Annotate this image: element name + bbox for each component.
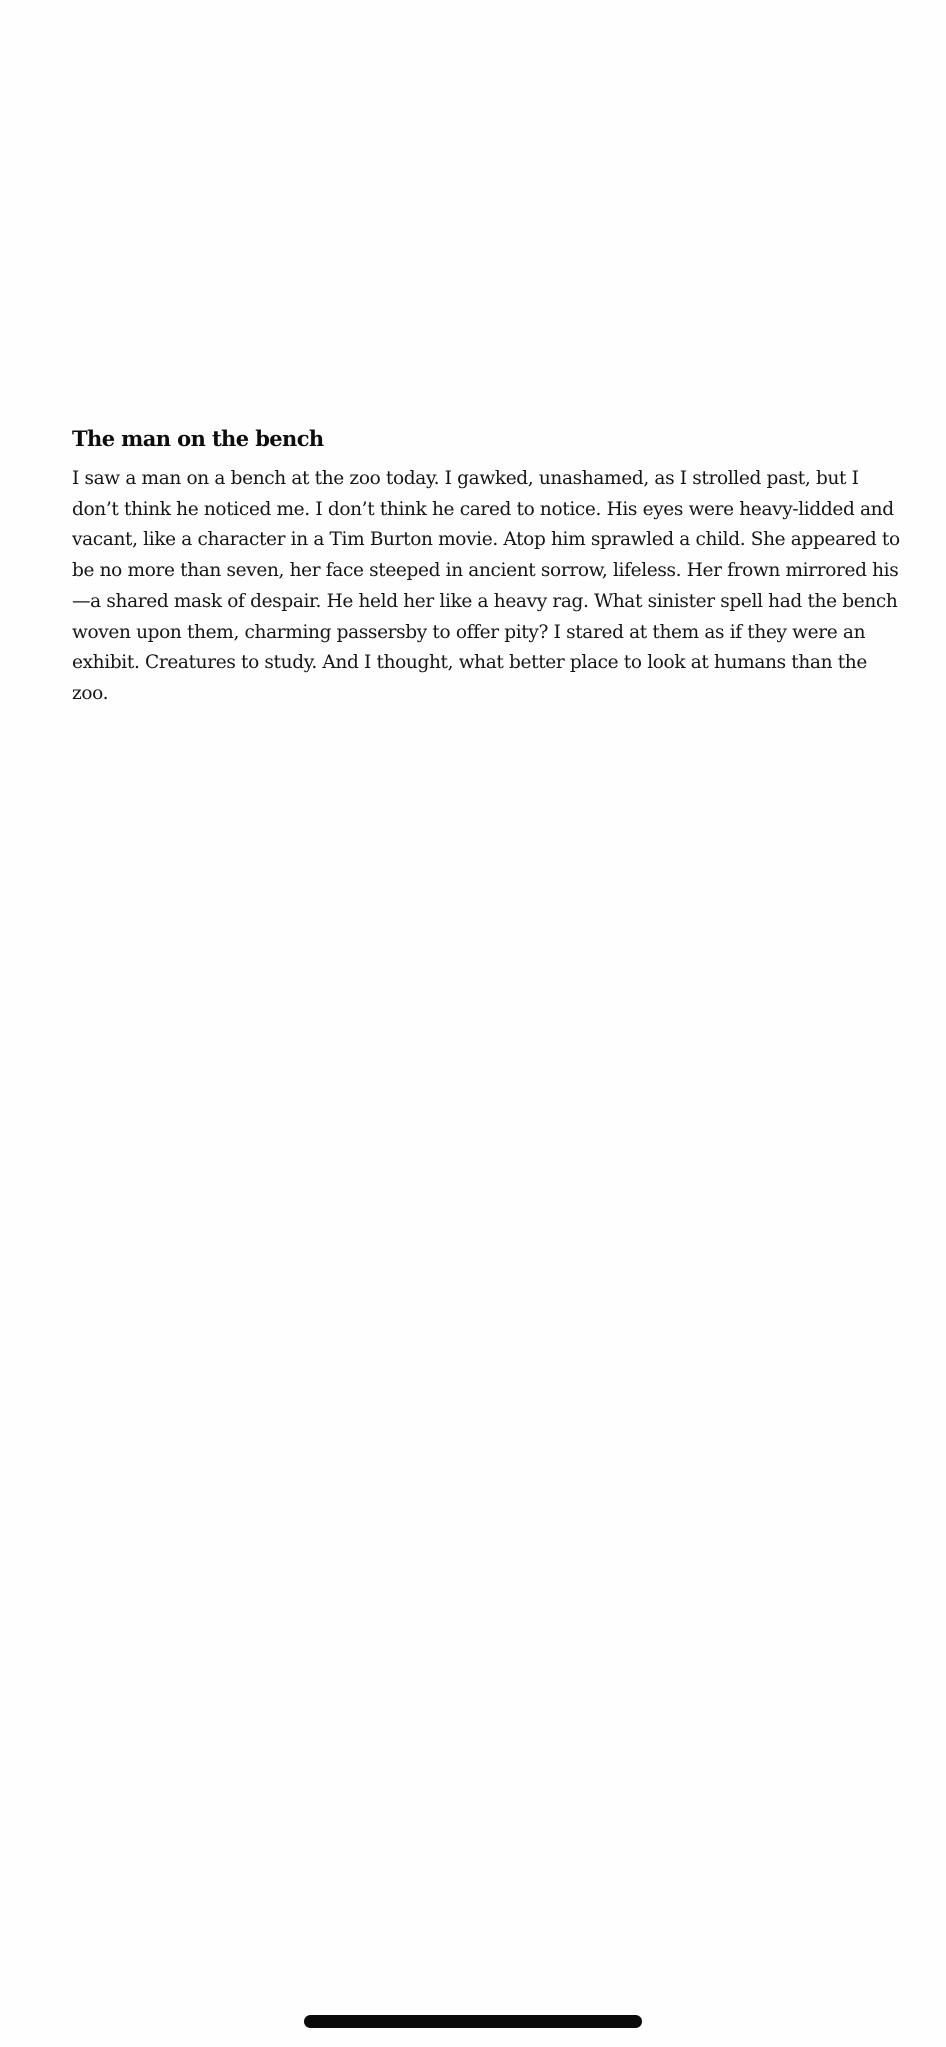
article-title: The man on the bench <box>72 426 324 451</box>
article <box>72 424 902 710</box>
home-indicator[interactable] <box>304 2015 642 2028</box>
article-body: I saw a man on a bench at the zoo today. I gawked, unashamed, as I strolled past, but I don’t think he noticed me. I don’t think he cared to notice. His eyes were heavy-lidded and vacant, like a character in a Tim Burton movie. Atop him sprawled a child. She appeared to be no more than seven, her face steeped in ancient sorrow, lifeless. Her frown mirrored his—a shared mask of despair. He held her like a heavy rag. What sinister spell had the bench woven upon them, charming passersby to offer pity? I stared at them as if they were an exhibit. Creatures to study. And I thought, what better place to look at humans than the zoo. <box>72 468 900 704</box>
